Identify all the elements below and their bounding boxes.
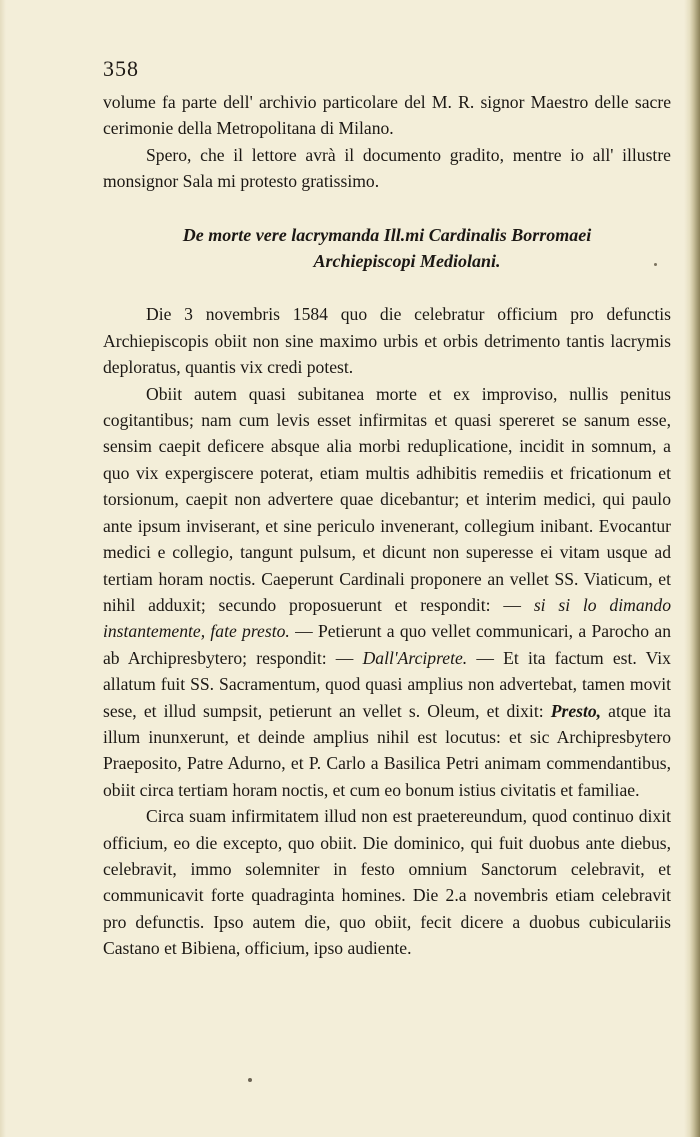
paragraph-death-account bbox=[103, 381, 671, 804]
text-run: atque ita illum inunxerunt, et deinde amplius nihil est locutus: et sic Archipresbytero Praeposito, Patre Adurno, et P. Carlo a Basilica Petri animam commendantibus, obiit circa tertiam horam noctis, et cum eo bonum istius civitatis et familiae. bbox=[103, 700, 671, 800]
document-text bbox=[103, 301, 671, 961]
intro-continuation-paragraph: volume fa parte dell' archivio particolare del M. R. signor Maestro delle sacre cerimonie della Metropolitana di Milano. bbox=[103, 92, 671, 139]
text-run: — Petierunt a quo vellet communicari, a Parocho an ab Archipresbytero; respondit: — bbox=[103, 621, 671, 668]
page-body bbox=[103, 89, 671, 962]
paragraph-death-date: Die 3 novembris 1584 quo die celebratur officium pro defunctis Archiepiscopis obiit non sine maximo urbis et orbis detrimento tantis lacrymis deploratus, quantis vix credi potest. bbox=[103, 304, 671, 378]
italic-quote: Dall'Arciprete. bbox=[362, 647, 468, 668]
document-title-line-2: Archiepiscopi Mediolani. bbox=[313, 251, 501, 272]
italic-quote: si si lo dimando instantemente, fate presto. bbox=[103, 594, 672, 642]
page-left-shadow bbox=[0, 0, 6, 1137]
text-run: Obiit autem quasi subitanea morte et ex improviso, nullis penitus cogitantibus; nam cum levis esset infirmitas et quasi spereret se sanum esse, sensim caepit deficere absque alia morbi reduplicatione, incidit in somnum, a quo vix expergiscere poterat, etiam multis adhibitis remediis et fricationum et torsionum, caepit non advertere quae dicebantur; et interim medici, qui paulo ante ipsum inviserant, et sine periculo invenerant, collegium inibant. Evocantur medici e collegio, tangunt pulsum, et dicunt non superesse ei vitam usque ad tertiam horam noctis. Caeperunt Cardinali proponere an vellet SS. Viaticum, et nihil adduxit; secundo proposuerunt et respondit: — bbox=[103, 383, 671, 615]
document-title bbox=[103, 222, 671, 275]
italic-quote: Presto, bbox=[550, 700, 602, 721]
paragraph-infirmity: Circa suam infirmitatem illud non est praetereundum, quod continuo dixit officium, eo die excepto, quo obiit. Die dominico, qui fuit duobus ante diebus, celebravit, immo solemniter in festo omnium Sanctorum celebravit, et communicavit forte quadraginta homines. Die 2.a novembris etiam celebravit pro defunctis. Ipso autem die, quo obiit, fecit dicere a duobus cubiculariis Castano et Bibiena, officium, ipso audiente. bbox=[103, 806, 671, 959]
document-title-line-1: De morte vere lacrymanda Ill.mi Cardinalis Borromaei bbox=[182, 224, 592, 245]
ink-speck bbox=[654, 263, 657, 266]
page-number: 358 bbox=[103, 56, 139, 81]
ink-speck bbox=[248, 1078, 252, 1082]
intro-wish-paragraph: Spero, che il lettore avrà il documento gradito, mentre io all' illustre monsignor Sala mi protesto gratissimo. bbox=[103, 144, 671, 192]
text-run: — Et ita factum est. Vix allatum fuit SS. Sacramentum, quod quasi amplius non advertebat, tamen movit sese, et illud sumpsit, petierunt an vellet s. Oleum, et dixit: bbox=[103, 647, 671, 721]
page-right-edge bbox=[684, 0, 700, 1137]
